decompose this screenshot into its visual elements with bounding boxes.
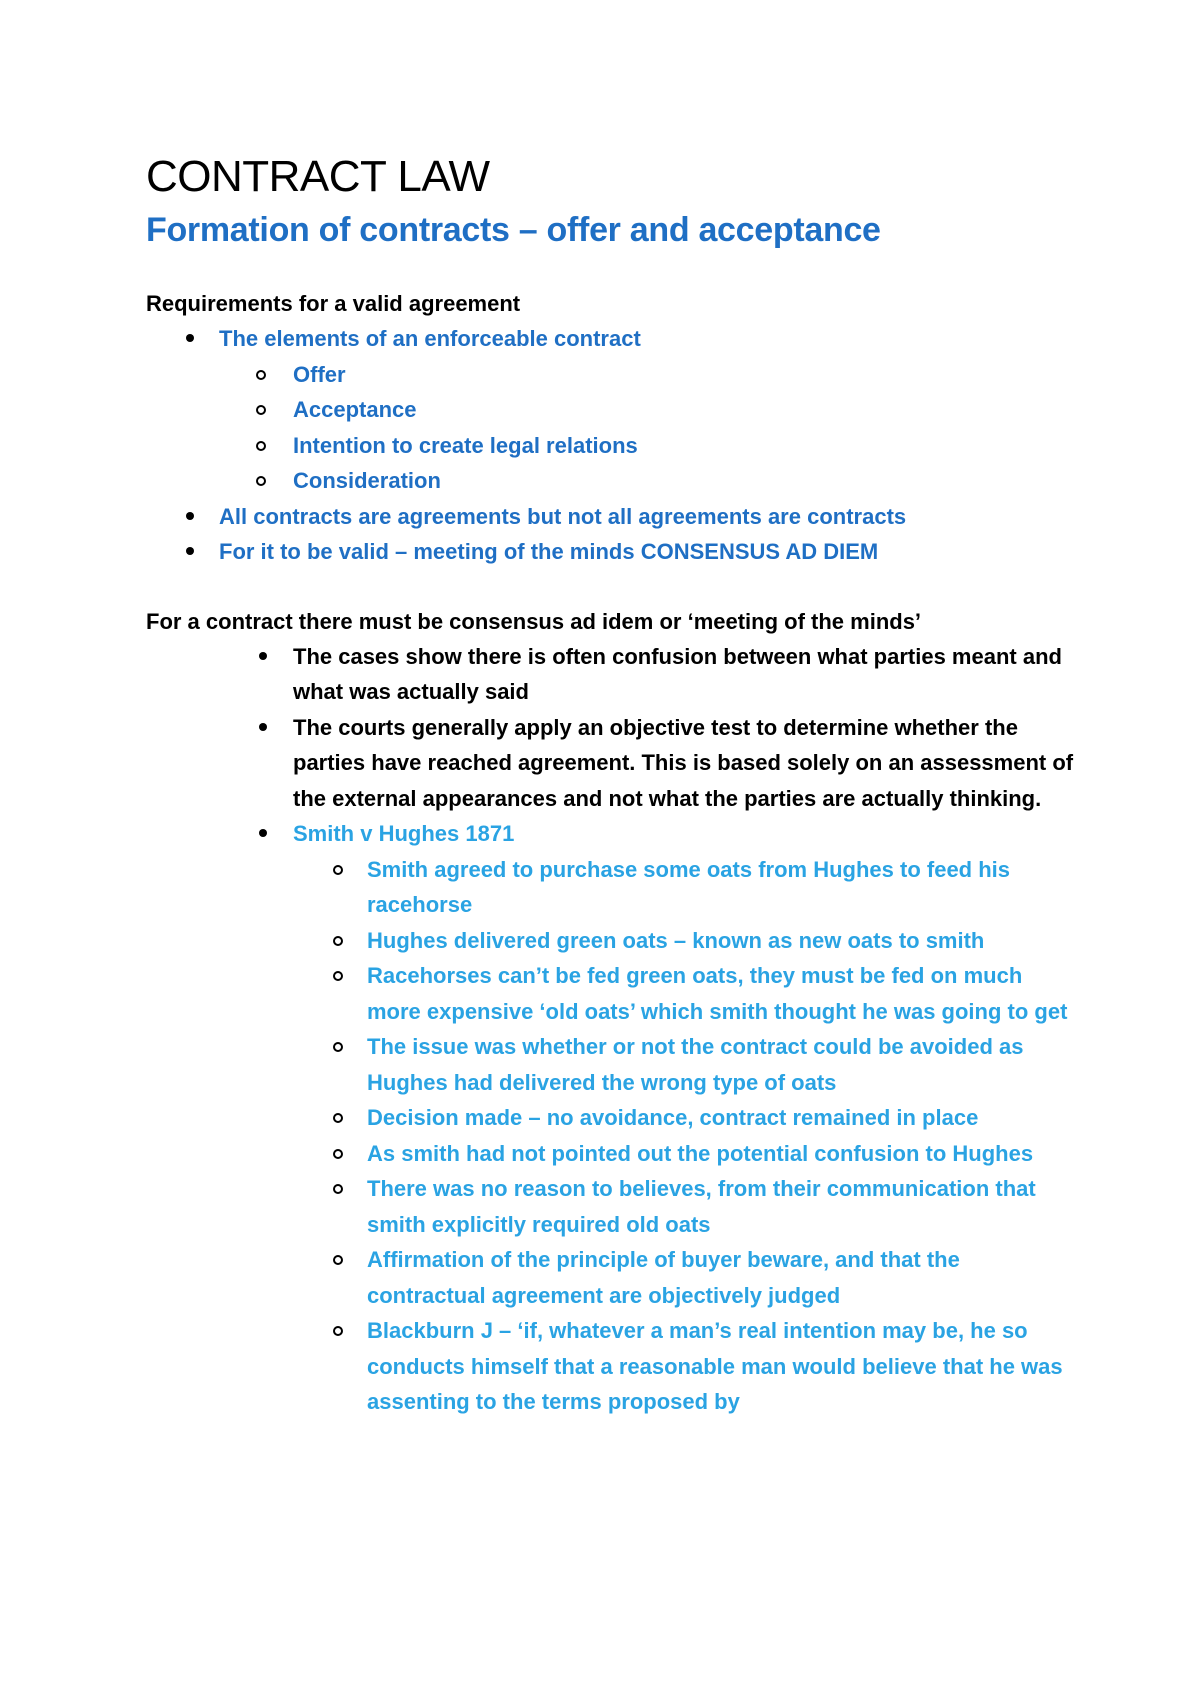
bullet-icon — [259, 829, 267, 837]
circle-bullet-icon — [333, 1184, 343, 1194]
sublist-item-text: Racehorses can’t be fed green oats, they must be fed on much more expensive ‘old oats’ which smith thought he was going to get — [367, 963, 1068, 1024]
circle-bullet-icon — [256, 370, 266, 380]
circle-bullet-icon — [256, 405, 266, 415]
sublist-item — [146, 852, 1076, 923]
circle-bullet-icon — [256, 441, 266, 451]
list-item — [146, 534, 1076, 570]
section-heading-requirements: Requirements for a valid agreement — [146, 291, 521, 316]
list-item — [146, 710, 1076, 817]
list-item-text: For it to be valid – meeting of the minds CONSENSUS AD DIEM — [219, 539, 879, 564]
circle-bullet-icon — [256, 476, 266, 486]
sublist-item-text: As smith had not pointed out the potential confusion to Hughes — [367, 1140, 1034, 1166]
circle-bullet-icon — [333, 936, 343, 946]
section-heading-consensus: For a contract there must be consensus ad idem or ‘meeting of the minds’ — [146, 608, 922, 634]
sublist-item — [146, 958, 1076, 1029]
sublist-item — [146, 1100, 1076, 1136]
sublist-item-text: Acceptance — [293, 397, 417, 422]
sublist-item-text: There was no reason to believes, from their communication that smith explicitly required old oats — [367, 1176, 1036, 1237]
circle-bullet-icon — [333, 865, 343, 875]
circle-bullet-icon — [333, 971, 343, 981]
sublist-item — [146, 1136, 1076, 1172]
list-item — [146, 321, 1076, 499]
circle-bullet-icon — [333, 1149, 343, 1159]
document-subtitle: Formation of contracts – offer and acceptance — [146, 211, 881, 249]
sublist-item-text: Hughes delivered green oats – known as new oats to smith — [367, 927, 985, 953]
list-item-text: The cases show there is often confusion between what parties meant and what was actually said — [293, 643, 1062, 704]
document-title: CONTRACT LAW — [146, 152, 490, 201]
sublist-item-text: The issue was whether or not the contract could be avoided as Hughes had delivered the wrong type of oats — [367, 1034, 1024, 1095]
bullet-icon — [259, 723, 267, 731]
sublist-item-text: Smith agreed to purchase some oats from Hughes to feed his racehorse — [367, 856, 1011, 917]
sublist-item — [146, 463, 1076, 499]
circle-bullet-icon — [333, 1255, 343, 1265]
sublist-item-text: Consideration — [293, 468, 441, 493]
case-points-list — [146, 852, 1076, 1420]
sublist-item — [146, 1313, 1076, 1420]
list-item — [146, 639, 1076, 710]
bullet-icon — [259, 652, 267, 660]
bullet-icon — [186, 547, 194, 555]
sublist-item — [146, 1171, 1076, 1242]
sublist-item — [146, 923, 1076, 959]
elements-sublist — [146, 357, 1076, 499]
sublist-item-text: Intention to create legal relations — [293, 432, 638, 458]
requirements-list — [146, 321, 1076, 570]
sublist-item-text: Affirmation of the principle of buyer beware, and that the contractual agreement are objectively judged — [367, 1247, 960, 1308]
list-item-text: All contracts are agreements but not all agreements are contracts — [219, 503, 907, 529]
list-item-text: The courts generally apply an objective test to determine whether the parties have reached agreement. This is based solely on an assessment of the external appearances and not what the parties are actually thinking. — [293, 714, 1074, 811]
sublist-item-text: Blackburn J – ‘if, whatever a man’s real intention may be, he so conducts himself that a reasonable man would believe that he was assenting to the terms proposed by — [367, 1318, 1063, 1414]
circle-bullet-icon — [333, 1326, 343, 1336]
sublist-item — [146, 1242, 1076, 1313]
bullet-icon — [186, 334, 194, 342]
sublist-item — [146, 357, 1076, 393]
sublist-item — [146, 392, 1076, 428]
sublist-item-text: Decision made – no avoidance, contract remained in place — [367, 1105, 979, 1130]
list-item — [146, 499, 1076, 535]
bullet-icon — [186, 512, 194, 520]
list-item-case — [146, 816, 1076, 1420]
circle-bullet-icon — [333, 1113, 343, 1123]
case-title: Smith v Hughes 1871 — [293, 821, 515, 846]
sublist-item — [146, 1029, 1076, 1100]
sublist-item — [146, 428, 1076, 464]
consensus-list — [146, 639, 1076, 1420]
sublist-item-text: Offer — [293, 361, 346, 387]
document-page — [146, 150, 1076, 1420]
circle-bullet-icon — [333, 1042, 343, 1052]
list-item-text: The elements of an enforceable contract — [219, 326, 641, 351]
